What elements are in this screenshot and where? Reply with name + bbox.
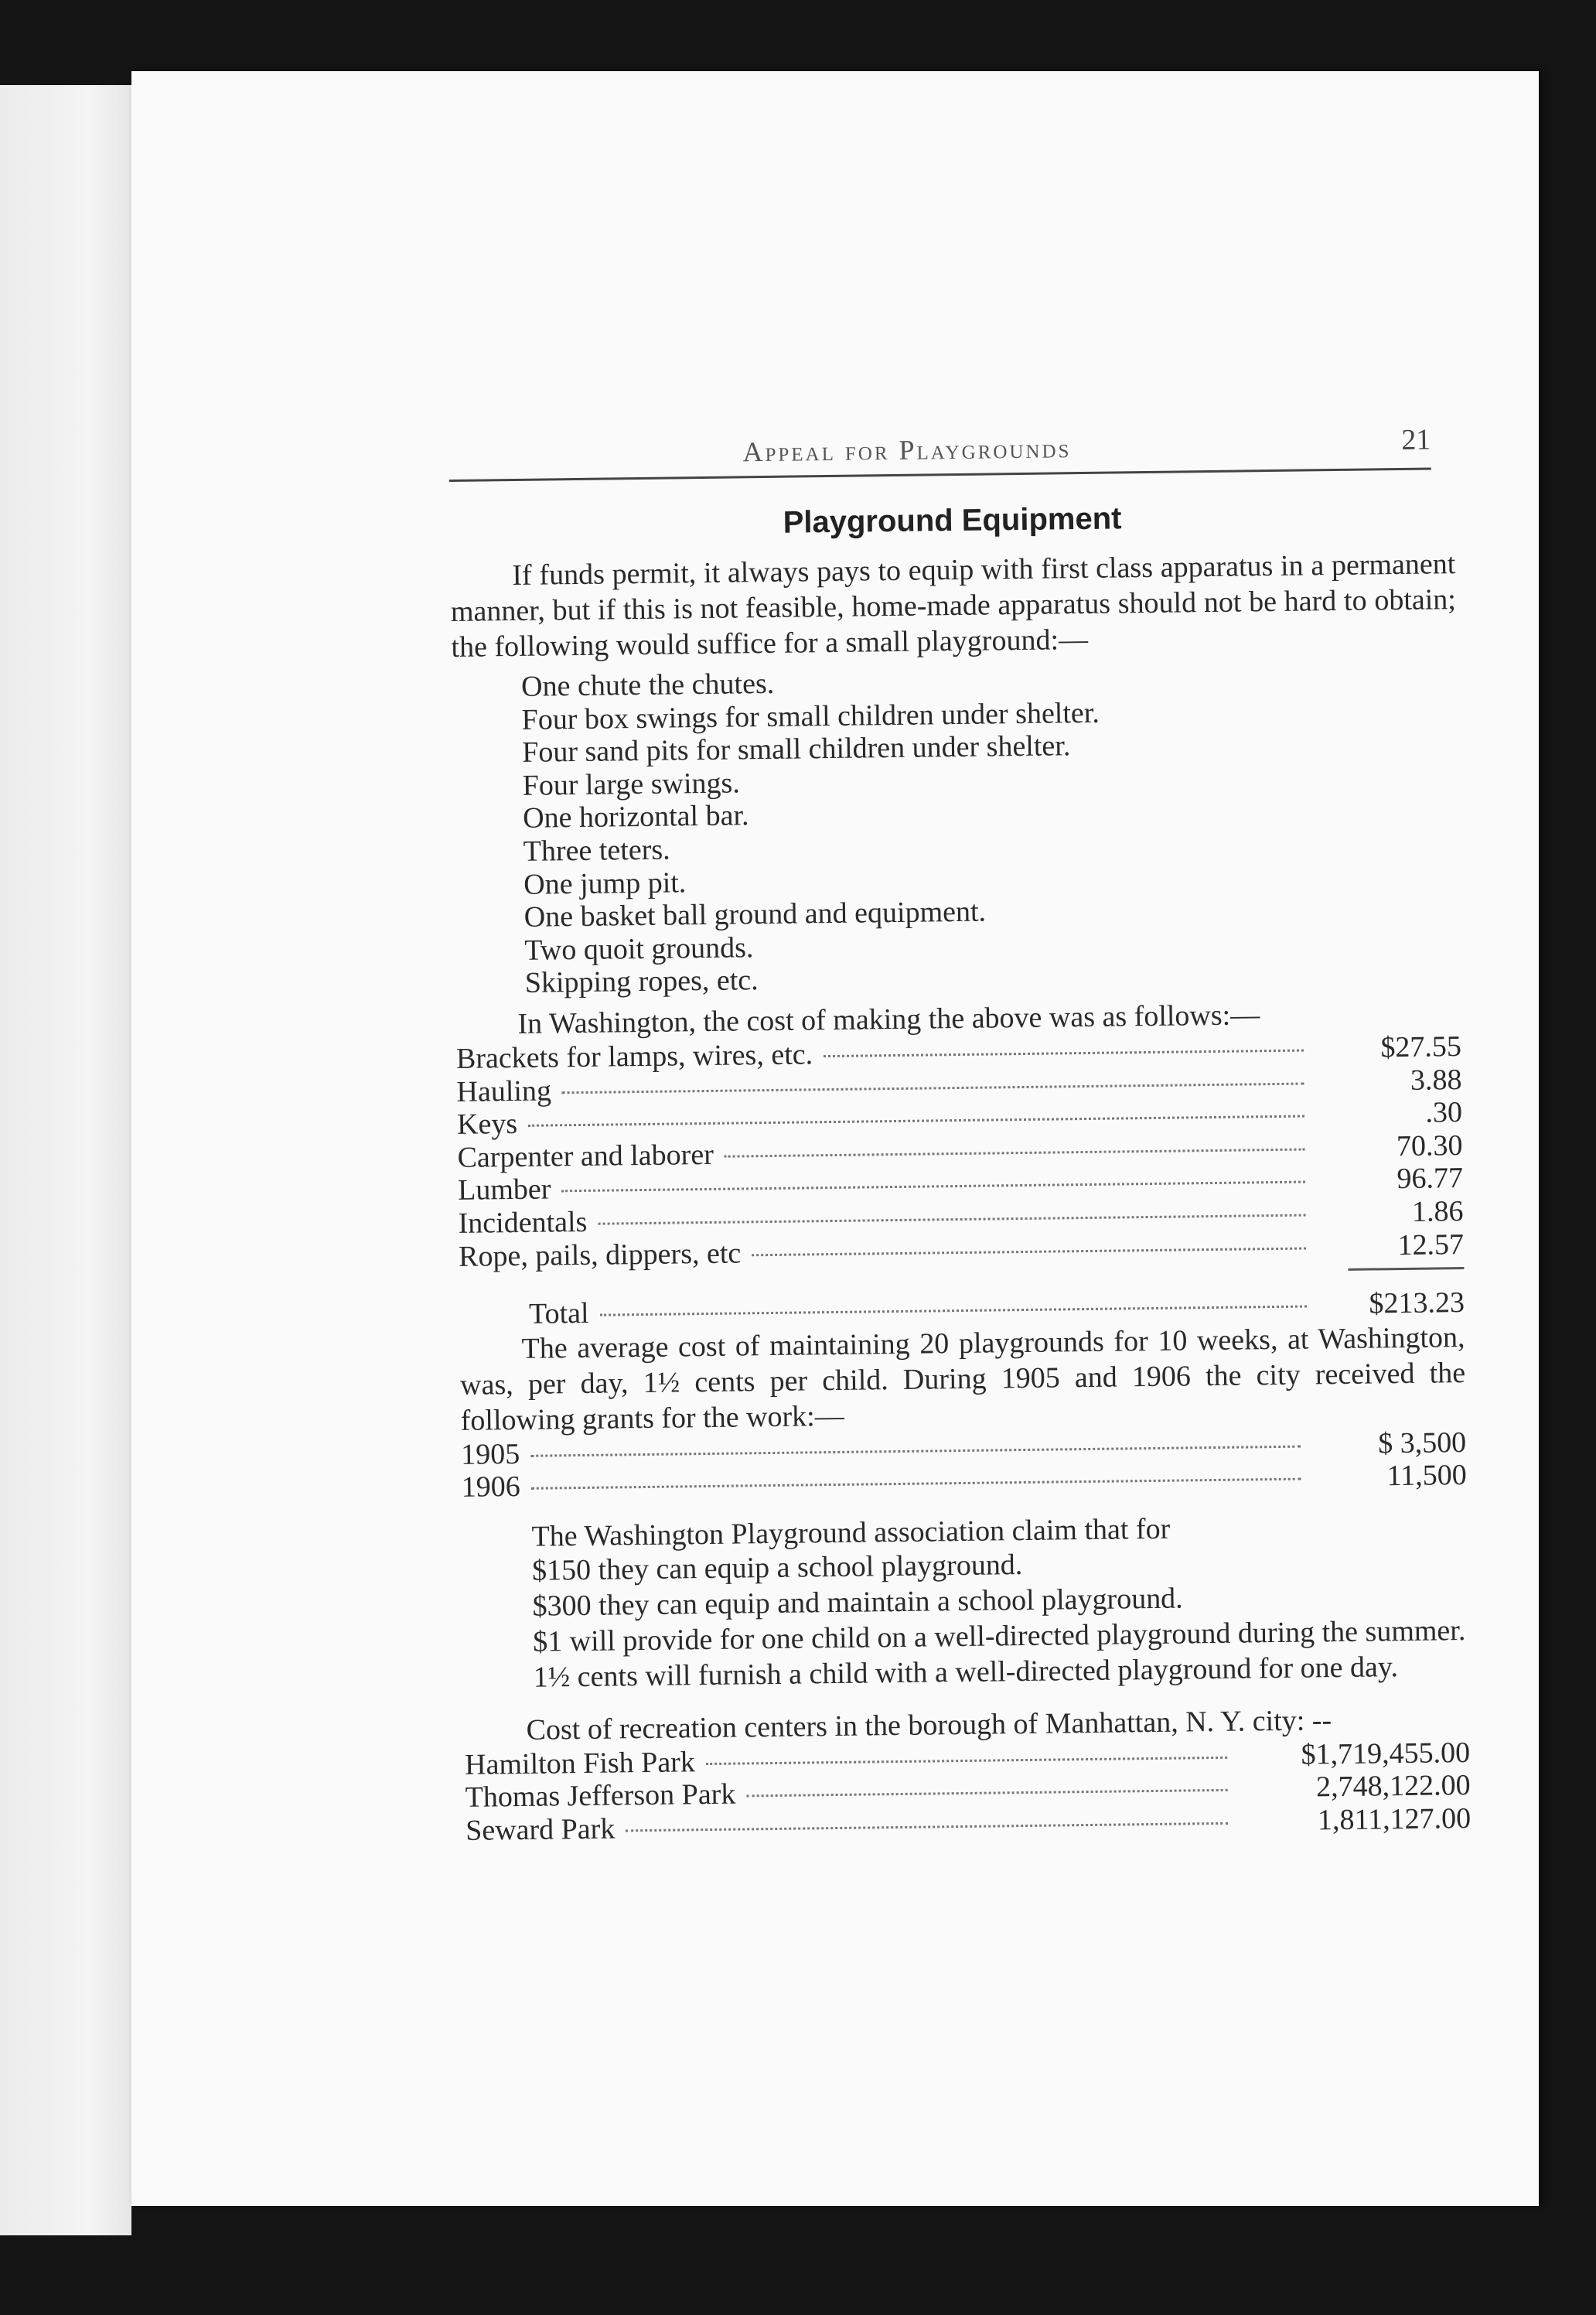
total-label: Total bbox=[528, 1296, 589, 1330]
cost-label: Incidentals bbox=[458, 1205, 588, 1240]
dot-leader bbox=[598, 1214, 1305, 1224]
dot-leader bbox=[600, 1306, 1307, 1316]
grant-year: 1906 bbox=[461, 1470, 521, 1504]
park-amount: 2,748,122.00 bbox=[1315, 1769, 1471, 1804]
dot-leader bbox=[752, 1247, 1306, 1256]
list-item: One horizontal bar. bbox=[522, 799, 749, 835]
facing-page-edge bbox=[0, 85, 131, 2235]
parks-table bbox=[465, 1736, 1471, 1848]
cost-amount: 12.57 bbox=[1397, 1227, 1465, 1262]
list-item: One chute the chutes. bbox=[520, 667, 775, 703]
dot-leader bbox=[562, 1082, 1304, 1094]
list-item: One basket ball ground and equipment. bbox=[523, 895, 987, 934]
list-item: Four large swings. bbox=[522, 767, 741, 802]
cost-table bbox=[456, 1030, 1465, 1332]
cost-amount: .30 bbox=[1425, 1096, 1463, 1129]
dot-leader bbox=[725, 1148, 1305, 1157]
dot-leader bbox=[530, 1445, 1301, 1456]
page-content bbox=[448, 413, 1471, 1847]
cost-amount: $27.55 bbox=[1380, 1029, 1462, 1064]
dot-leader bbox=[824, 1049, 1304, 1057]
association-claim: The Washington Playground association claim that for bbox=[531, 1512, 1171, 1553]
list-item: Two quoit grounds. bbox=[524, 930, 754, 967]
maintenance-paragraph: The average cost of maintaining 20 playgrounds for 10 weeks, at Washington, was, per day, 1½ cents per child. During 1905 and 1906 the city received the following grants for the work:— bbox=[459, 1320, 1466, 1437]
total-amount: $213.23 bbox=[1369, 1286, 1465, 1320]
park-name: Thomas Jefferson Park bbox=[465, 1778, 736, 1815]
cost-amount: 96.77 bbox=[1396, 1162, 1464, 1196]
list-item: Four sand pits for small children under shelter. bbox=[521, 729, 1071, 770]
dot-leader bbox=[746, 1789, 1227, 1798]
running-header bbox=[448, 413, 1431, 482]
grant-year: 1905 bbox=[461, 1437, 520, 1471]
cost-amount: 1.86 bbox=[1411, 1194, 1464, 1228]
page-number: 21 bbox=[1401, 423, 1431, 456]
running-title: Appeal for Playgrounds bbox=[742, 432, 1072, 468]
intro-paragraph: If funds permit, it always pays to equip with first class apparatus in a permanent manner, but if this is not feasible, home-made apparatus should not be hard to obtain; the following would suffice for a small playground:— bbox=[450, 548, 1457, 664]
list-item: Four box swings for small children under shelter. bbox=[521, 696, 1100, 736]
cost-amount: 3.88 bbox=[1410, 1063, 1462, 1097]
park-name: Seward Park bbox=[465, 1812, 616, 1847]
dot-leader bbox=[626, 1822, 1228, 1832]
grants-table bbox=[461, 1426, 1467, 1504]
cost-label: Brackets for lamps, wires, etc. bbox=[455, 1038, 813, 1075]
claim-item: $1 will provide for one child on a well-directed playground during the summer. bbox=[532, 1613, 1466, 1658]
park-amount: 1,811,127.00 bbox=[1317, 1802, 1472, 1837]
claim-item: 1½ cents will furnish a child with a well-directed playground for one day. bbox=[533, 1650, 1399, 1694]
list-item: Three teters. bbox=[523, 833, 670, 868]
sum-rule bbox=[1348, 1267, 1464, 1271]
list-item: Skipping ropes, etc. bbox=[524, 964, 759, 1000]
cost-label: Lumber bbox=[457, 1173, 551, 1207]
grant-amount: $ 3,500 bbox=[1377, 1426, 1467, 1460]
equipment-list bbox=[521, 659, 1461, 1000]
cost-label: Hauling bbox=[456, 1074, 552, 1108]
book-page bbox=[131, 71, 1539, 2206]
washington-intro: In Washington, the cost of making the above was as follows:— bbox=[517, 999, 1260, 1040]
park-amount: $1,719,455.00 bbox=[1301, 1736, 1471, 1771]
dot-leader bbox=[561, 1181, 1305, 1193]
section-title: Playground Equipment bbox=[783, 501, 1122, 540]
dot-leader bbox=[531, 1478, 1301, 1490]
grant-amount: 11,500 bbox=[1386, 1459, 1467, 1493]
cost-amount: 70.30 bbox=[1396, 1128, 1463, 1163]
list-item: One jump pit. bbox=[523, 866, 687, 901]
cost-label: Carpenter and laborer bbox=[457, 1138, 714, 1174]
claim-item: $300 they can equip and maintain a school playground. bbox=[532, 1582, 1183, 1623]
cost-label: Rope, pails, dippers, etc bbox=[458, 1236, 742, 1273]
dot-leader bbox=[706, 1757, 1227, 1765]
claim-item: $150 they can equip a school playground. bbox=[531, 1548, 1023, 1587]
dot-leader bbox=[528, 1115, 1304, 1127]
cost-label: Keys bbox=[456, 1108, 518, 1142]
manhattan-intro: Cost of recreation centers in the borough of Manhattan, N. Y. city: -- bbox=[526, 1704, 1332, 1746]
park-name: Hamilton Fish Park bbox=[464, 1746, 696, 1781]
